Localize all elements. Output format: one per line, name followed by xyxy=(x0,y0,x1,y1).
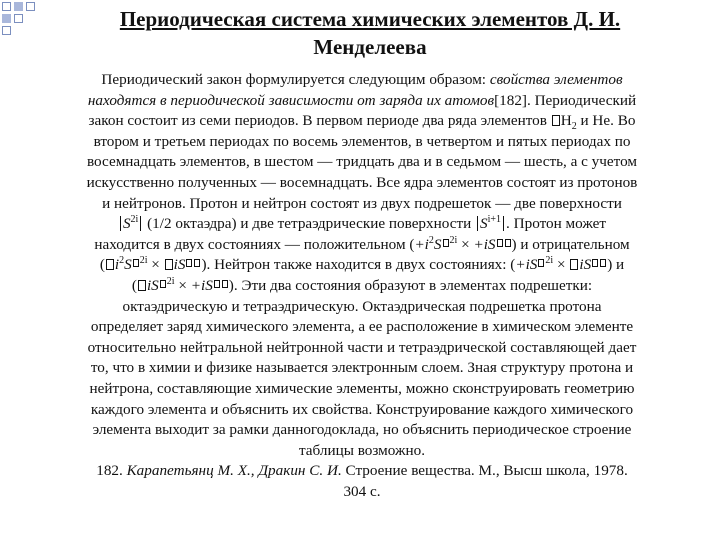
corner-decoration xyxy=(0,0,54,54)
text-line: втором и третьем периодах по восемь элементов, в четвертом и пятых периодах по xyxy=(93,132,631,150)
text-line xyxy=(32,91,692,112)
text-line: то, что в химии и физике называется электронным слоем. Зная структуру протона и xyxy=(90,359,634,377)
missing-glyph-icon xyxy=(138,280,146,291)
text-run: ) и xyxy=(607,256,625,274)
formula-superscript: 2i xyxy=(449,234,458,246)
missing-glyph-icon xyxy=(570,259,578,270)
formula-subscript: 2 xyxy=(571,121,577,133)
times-sign: × xyxy=(147,256,164,274)
missing-glyph-icon xyxy=(497,239,503,247)
formula-superscript: 2 xyxy=(428,234,434,246)
text-line xyxy=(32,214,692,235)
text-line: октаэдрическую и тетраэдрическую. Октаэдрическая подрешетка протона xyxy=(122,297,602,315)
text-run: ). Нейтрон также находится в двух состояниях: ( xyxy=(201,256,516,274)
emphasis-text: находятся в периодической зависимости от заряда их атомов xyxy=(87,91,495,109)
missing-glyph-icon xyxy=(443,239,449,247)
text-line: и нейтронов. Протон и нейтрон состоят из двух подрешеток — две поверхности xyxy=(102,194,622,212)
formula-s: S xyxy=(122,215,131,233)
deco-square xyxy=(2,14,11,23)
reference-entry xyxy=(32,461,692,502)
reference-authors: Карапетьянц М. Х., Дракин С. И. xyxy=(126,462,342,480)
text-run: (1/2 октаэдра) и две тетраэдрические поверхности xyxy=(147,215,472,233)
text-run: находится в двух состояниях — положительном ( xyxy=(94,235,415,253)
reference-line xyxy=(32,461,692,482)
formula-s: S xyxy=(433,235,442,253)
body-text xyxy=(32,70,692,502)
missing-glyph-icon xyxy=(552,115,560,126)
formula-term: iS xyxy=(173,256,186,274)
text-run: ( xyxy=(131,276,137,294)
formula-term: iS xyxy=(146,276,159,294)
formula-superscript: 2i xyxy=(130,214,139,226)
title-line-1: Периодическая система химических элементов Д. И. xyxy=(119,7,621,31)
title-line-2: Менделеева xyxy=(313,35,427,59)
text-line: нейтрона, составляющие химические элементы, можно сконструировать геометрию xyxy=(89,379,635,397)
formula-term: +iS xyxy=(190,276,213,294)
formula-superscript: 2i xyxy=(139,255,148,267)
deco-square xyxy=(14,2,23,11)
reference-pages: 304 с. xyxy=(343,482,381,500)
missing-glyph-icon xyxy=(133,259,139,267)
deco-square xyxy=(26,2,35,11)
formula-term: iS xyxy=(579,256,592,274)
missing-glyph-icon xyxy=(106,259,114,270)
missing-glyph-icon xyxy=(165,259,173,270)
formula-superscript: 2 xyxy=(119,255,125,267)
text-line xyxy=(32,276,692,297)
times-sign: × xyxy=(553,256,570,274)
text-run: ). Эти два состояния образуют в элементах подрешетки: xyxy=(228,276,593,294)
deco-square xyxy=(2,2,11,11)
formula-term: +i xyxy=(414,235,429,253)
text-run: . Протон может xyxy=(506,215,607,233)
formula-term: +iS xyxy=(515,256,538,274)
formula-s: S xyxy=(124,256,132,274)
abs-bar xyxy=(120,216,121,231)
formula-term: i xyxy=(114,256,120,274)
missing-glyph-icon xyxy=(600,259,606,267)
text-line xyxy=(32,255,692,276)
times-sign: × xyxy=(457,235,474,253)
missing-glyph-icon xyxy=(592,259,598,267)
text-line: элемента выходит за рамки данногодоклада, но объяснить периодическое строение xyxy=(92,421,632,439)
formula-superscript: 2i xyxy=(545,255,554,267)
text-line: каждого элемента и объяснить их свойства. Конструирование каждого химического xyxy=(90,400,634,418)
formula-s: S xyxy=(480,215,488,233)
text-run: ) и отрицательном xyxy=(511,235,630,253)
text-run: ( xyxy=(99,256,105,274)
text-line xyxy=(32,111,692,132)
text-run: закон состоит из семи периодов. В первом периоде два ряда элементов xyxy=(88,112,551,130)
abs-bar xyxy=(140,216,141,231)
page-title xyxy=(60,5,680,61)
missing-glyph-icon xyxy=(538,259,544,267)
text-run: Периодический закон формулируется следующим образом: xyxy=(101,71,490,88)
text-line: определяет заряд химического элемента, а ее расположение в химическом элементе xyxy=(90,318,634,336)
times-sign: × xyxy=(174,276,191,294)
text-run: и Не. Во xyxy=(576,112,636,130)
missing-glyph-icon xyxy=(160,280,166,288)
missing-glyph-icon xyxy=(194,259,200,267)
abs-bar xyxy=(503,216,504,231)
abs-bar xyxy=(477,216,478,231)
formula-superscript: 2i xyxy=(166,275,175,287)
missing-glyph-icon xyxy=(222,280,228,288)
text-line: восемнадцать элементов, в шестом — тридцать два и в седьмом — шесть, а с учетом xyxy=(86,153,638,171)
reference-details: Строение вещества. М., Высш школа, 1978. xyxy=(341,462,628,480)
text-line: таблицы возможно. xyxy=(298,441,426,459)
deco-square xyxy=(14,14,23,23)
text-line xyxy=(32,235,692,256)
formula-term: +iS xyxy=(473,235,496,253)
missing-glyph-icon xyxy=(214,280,220,288)
formula-h: Н xyxy=(560,112,572,130)
missing-glyph-icon xyxy=(505,239,511,247)
text-line xyxy=(32,70,692,91)
text-run: [182]. Периодический xyxy=(494,91,637,109)
reference-number: 182. xyxy=(96,462,127,480)
text-line: искусственно полученных — восемнадцать. Все ядра элементов состоят из протонов xyxy=(86,173,638,191)
text-line: относительно нейтральной нейтронной части и тетраэдрической составляющей дает xyxy=(87,338,637,356)
emphasis-text: свойства элементов xyxy=(489,71,623,88)
deco-square xyxy=(2,26,11,35)
missing-glyph-icon xyxy=(186,259,192,267)
formula-superscript: i+1 xyxy=(487,214,502,226)
